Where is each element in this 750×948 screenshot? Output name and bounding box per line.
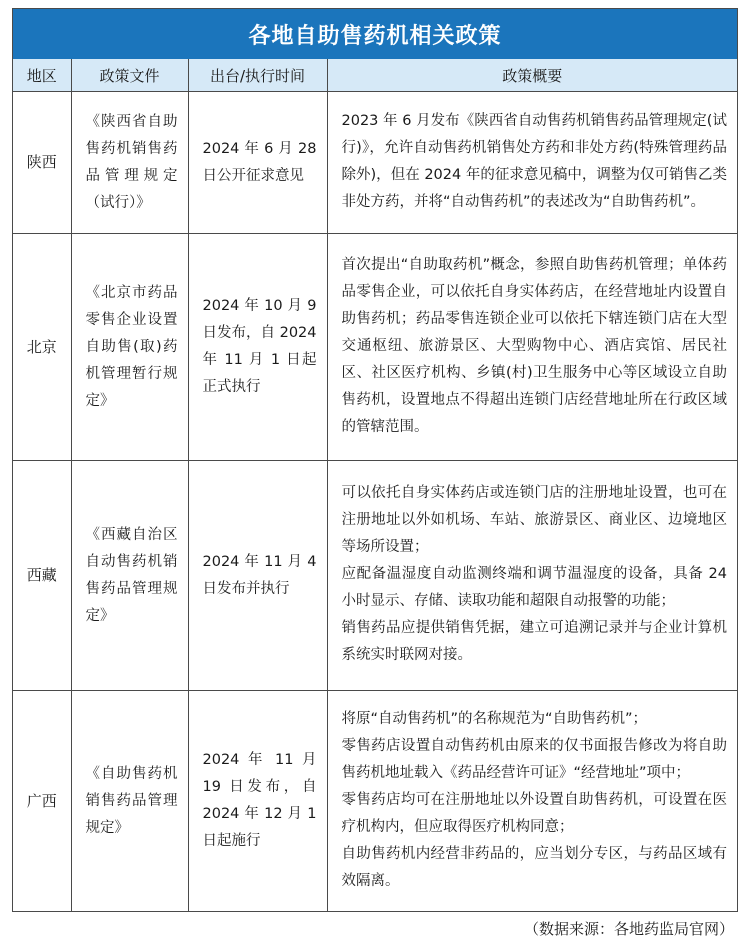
- summary-line: 零售药店设置自动售药机由原来的仅书面报告修改为将自助售药机地址载入《药品经营许可证》“经营地址”项中；: [341, 737, 727, 781]
- date-cell: 2024 年 10 月 9 日发布，自 2024 年 11 月 1 日起正式执行: [188, 234, 327, 461]
- summary-line: 自助售药机内经营非药品的，应当划分专区，与药品区域有效隔离。: [341, 845, 727, 889]
- region-cell: 西藏: [13, 461, 71, 691]
- document-cell: 《自助售药机销售药品管理规定》: [71, 691, 188, 912]
- header-document: 政策文件: [71, 59, 188, 92]
- summary-cell: [327, 461, 737, 691]
- summary-line: 2023 年 6 月发布《陕西省自动售药机销售药品管理规定(试行)》，允许自动售药机销售处方药和非处方药(特殊管理药品除外)，但在 2024 年的征求意见稿中，调整为仅可销售乙类非处方药，并将“自动售药机”的表述改为“自助售药机”。: [341, 112, 727, 210]
- summary-cell: [327, 234, 737, 461]
- date-cell: 2024 年 6 月 28 日公开征求意见: [188, 92, 327, 234]
- summary-cell: [327, 92, 737, 234]
- data-source-note: （数据来源：各地药监局官网）: [523, 920, 734, 938]
- header-region: 地区: [13, 59, 71, 92]
- summary-line: 可以依托自身实体药店或连锁门店的注册地址设置，也可在注册地址以外如机场、车站、旅游景区、商业区、边境地区等场所设置；: [341, 485, 727, 555]
- summary-line: 首次提出“自助取药机”概念，参照自助售药机管理；单体药品零售企业，可以依托自身实体药店，在经营地址内设置自助售药机；药品零售连锁企业可以依托下辖连锁门店在大型交通枢纽、旅游景区、大型购物中心、酒店宾馆、居民社区、社区医疗机构、乡镇(村)卫生服务中心等区域设立自助售药机，设置地点不得超出连锁门店经营地址所在行政区域的管辖范围。: [341, 256, 727, 435]
- policy-table: [13, 59, 737, 912]
- document-cell: 《西藏自治区自动售药机销售药品管理规定》: [71, 461, 188, 691]
- summary-line: 应配备温湿度自动监测终端和调节温湿度的设备，具备 24 小时显示、存储、读取功能和超限自动报警的功能；: [341, 566, 727, 609]
- summary-line: 将原“自动售药机”的名称规范为“自助售药机”；: [341, 710, 648, 727]
- header-row: [13, 59, 737, 92]
- region-cell: 广西: [13, 691, 71, 912]
- date-cell: 2024 年 11 月 4 日发布并执行: [188, 461, 327, 691]
- date-cell: 2024 年 11 月 19 日发布，自 2024 年 12 月 1 日起施行: [188, 691, 327, 912]
- summary-line: 销售药品应提供销售凭据，建立可追溯记录并与企业计算机系统实时联网对接。: [341, 620, 727, 663]
- header-summary: 政策概要: [327, 59, 737, 92]
- summary-line: 零售药店均可在注册地址以外设置自助售药机，可设置在医疗机构内，但应取得医疗机构同意；: [341, 791, 727, 835]
- table-row-xizang: [13, 461, 737, 691]
- table-row-guangxi: [13, 691, 737, 912]
- summary-cell: [327, 691, 737, 912]
- region-cell: 北京: [13, 234, 71, 461]
- table-row-beijing: [13, 234, 737, 461]
- region-cell: 陕西: [13, 92, 71, 234]
- document-cell: 《北京市药品零售企业设置自助售(取)药机管理暂行规定》: [71, 234, 188, 461]
- table-title: 各地自助售药机相关政策: [13, 9, 737, 59]
- header-date: 出台/执行时间: [188, 59, 327, 92]
- document-cell: 《陕西省自助售药机销售药品管理规定（试行）》: [71, 92, 188, 234]
- table-row-shaanxi: [13, 92, 737, 234]
- policy-table-frame: [12, 8, 738, 912]
